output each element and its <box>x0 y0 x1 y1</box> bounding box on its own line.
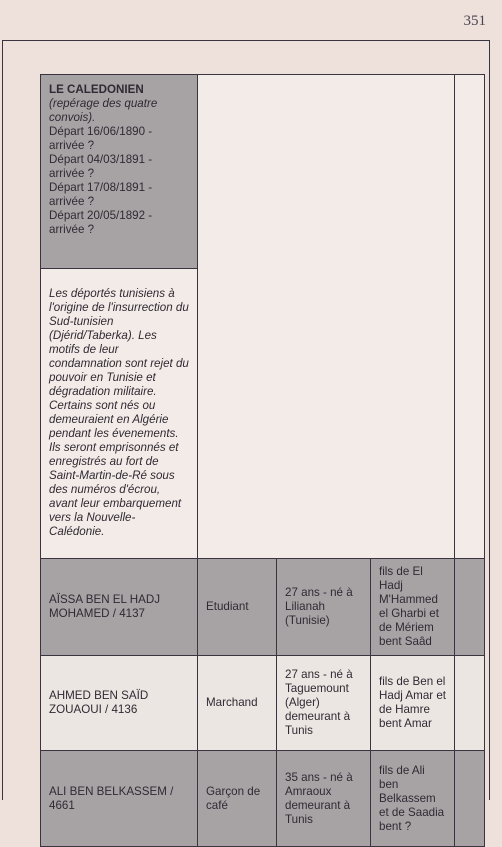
convoy-row <box>41 75 485 269</box>
name-cell: AÏSSA BEN EL HADJ MOHAMED / 4137 <box>41 559 198 656</box>
margin-cell <box>455 656 485 751</box>
table-row <box>41 656 485 751</box>
name-cell: ALI BEN BELKASSEM / 4661 <box>41 751 198 847</box>
table-frame <box>2 40 490 833</box>
table-row <box>41 751 485 847</box>
parents-cell: fils de Ben el Hadj Amar et de Hamre bent Amar <box>371 656 455 751</box>
profession-cell: Garçon de café <box>198 751 277 847</box>
table-row <box>41 559 485 656</box>
convoy-cell <box>41 75 198 269</box>
age-origin-cell: 35 ans - né à Amraoux demeurant à Tunis <box>277 751 371 847</box>
convoy-title: LE CALEDONIEN <box>49 83 144 96</box>
convoy-subtitle: (repérage des quatre convois). <box>49 97 158 124</box>
age-origin-cell: 27 ans - né à Taguemount (Alger) demeurant à Tunis <box>277 656 371 751</box>
margin-column-cell <box>455 75 485 559</box>
deportees-table <box>40 74 485 847</box>
profession-cell: Etudiant <box>198 559 277 656</box>
name-cell: AHMED BEN SAÏD ZOUAOUI / 4136 <box>41 656 198 751</box>
departure-item: Départ 20/05/1892 - arrivée ? <box>49 209 153 236</box>
margin-cell <box>455 751 485 847</box>
page-number: 351 <box>463 13 486 29</box>
parents-cell: fils de Ali ben Belkassem et de Saadia bent ? <box>371 751 455 847</box>
age-origin-cell: 27 ans - né à Lilianah (Tunisie) <box>277 559 371 656</box>
empty-span-cell <box>198 75 455 559</box>
margin-cell <box>455 559 485 656</box>
departure-item: Départ 16/06/1890 - arrivée ? <box>49 125 153 152</box>
parents-cell: fils de El Hadj M'Hammed el Gharbi et de Mériem bent Saâd <box>371 559 455 656</box>
profession-cell: Marchand <box>198 656 277 751</box>
departure-item: Départ 17/08/1891 - arrivée ? <box>49 181 153 208</box>
departure-item: Départ 04/03/1891 - arrivée ? <box>49 153 153 180</box>
description-cell: Les déportés tunisiens à l'origine de l'insurrection du Sud-tunisien (Djérid/Taberka). Les motifs de leur condamnation sont rejet du pouvoir en Tunisie et dégradation militaire. Certains sont nés ou demeuraient en Algérie pendant les évenements. Ils seront emprisonnés et enregistrés au fort de Saint-Martin-de-Ré sous des numéros d'écrou, avant leur embarquement vers la Nouvelle-Calédonie. <box>41 269 198 559</box>
